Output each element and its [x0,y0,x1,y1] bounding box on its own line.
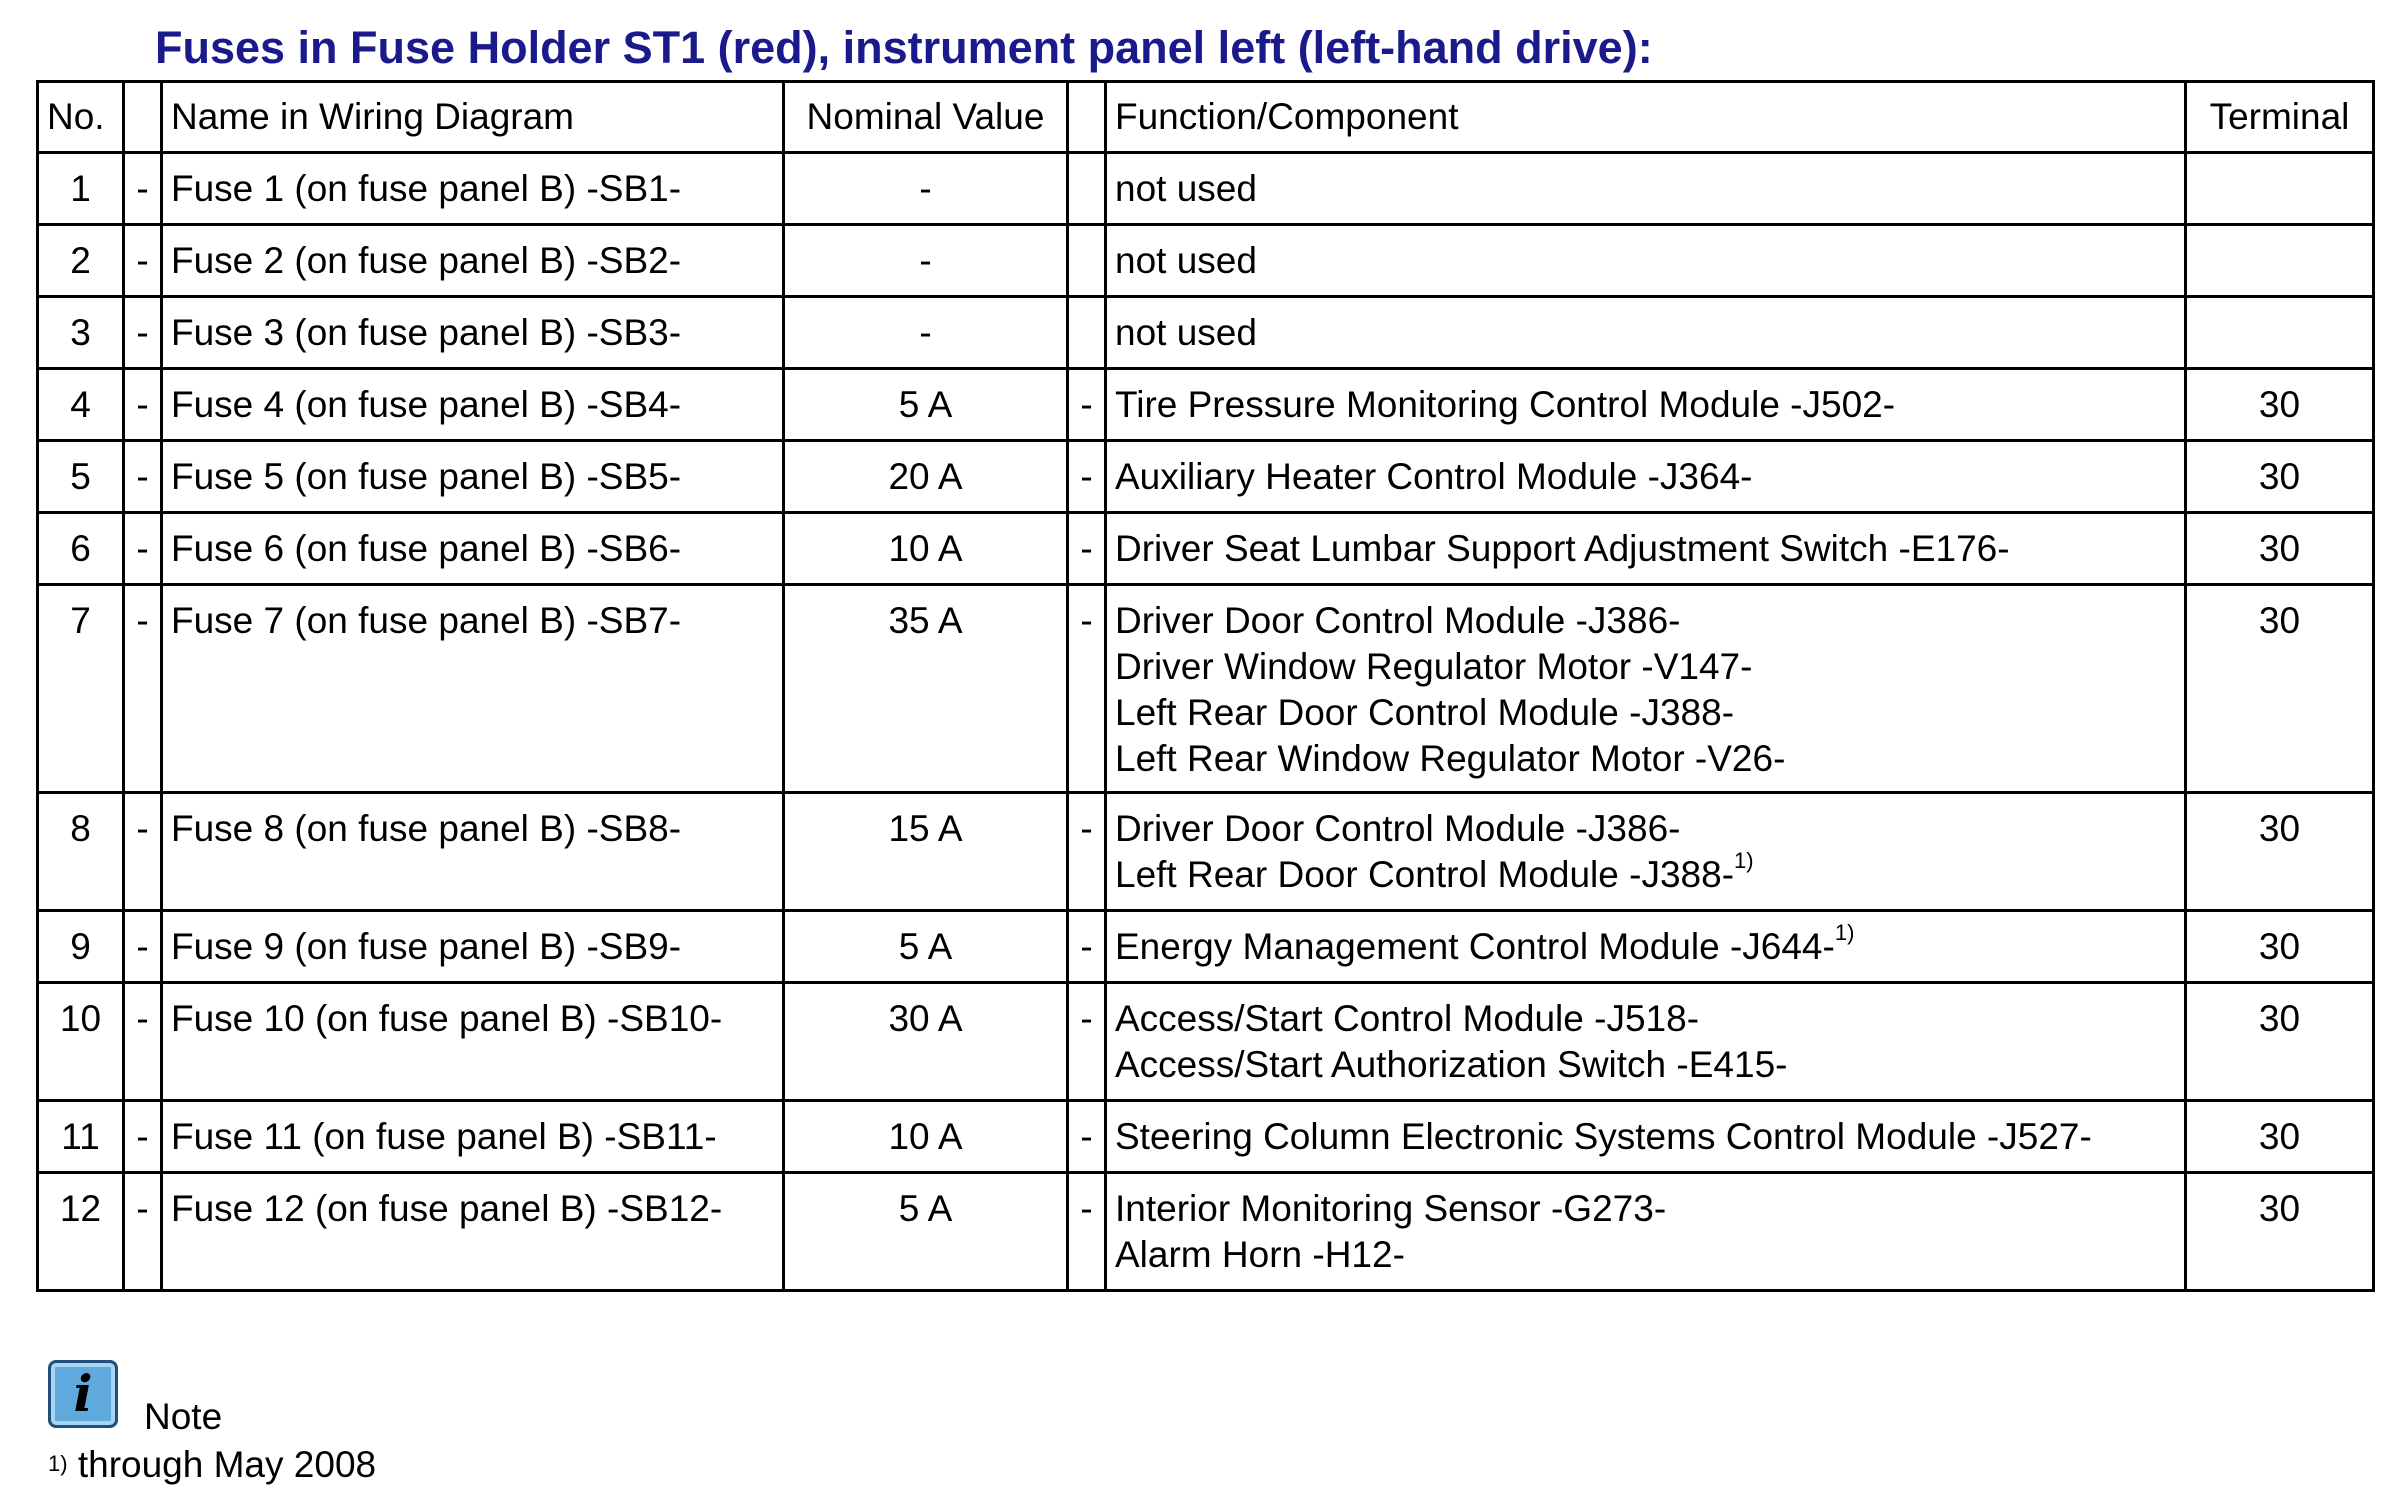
function-line [1115,1186,2176,1232]
cell-terminal [2186,153,2374,225]
cell-no: 11 [38,1101,124,1173]
cell-name: Fuse 4 (on fuse panel B) -SB4- [162,369,784,441]
cell-dash: - [1068,513,1106,585]
table-row [38,225,2374,297]
cell-dash: - [1068,1173,1106,1291]
function-line [1115,166,2176,212]
footnote-ref: 1) [1834,919,1855,945]
function-text: Access/Start Authorization Switch -E415- [1115,1044,1788,1085]
cell-dash: - [1068,793,1106,911]
function-text: Driver Door Control Module -J386- [1115,808,1681,849]
cell-terminal: 30 [2186,369,2374,441]
cell-function [1106,441,2186,513]
page-title: Fuses in Fuse Holder ST1 (red), instrument panel left (left-hand drive): [155,22,1653,73]
cell-no: 12 [38,1173,124,1291]
cell-dash: - [124,911,162,983]
table-row [38,153,2374,225]
cell-function [1106,513,2186,585]
table-row [38,1101,2374,1173]
header-terminal: Terminal [2186,82,2374,153]
cell-function [1106,1173,2186,1291]
function-text: not used [1115,312,1257,353]
header-function: Function/Component [1106,82,2186,153]
cell-nominal: 10 A [784,1101,1068,1173]
function-line [1115,644,2176,690]
function-text: Steering Column Electronic Systems Control Module -J527- [1115,1116,2092,1157]
cell-terminal [2186,297,2374,369]
cell-nominal: - [784,153,1068,225]
footnote-ref: 1) [1734,847,1754,873]
cell-function [1106,153,2186,225]
table-row [38,983,2374,1101]
cell-name: Fuse 3 (on fuse panel B) -SB3- [162,297,784,369]
function-line [1115,690,2176,736]
header-dash [1068,82,1106,153]
cell-no: 9 [38,911,124,983]
cell-no: 8 [38,793,124,911]
cell-nominal: 30 A [784,983,1068,1101]
cell-dash: - [124,793,162,911]
note-label: Note [144,1396,223,1437]
cell-function [1106,297,2186,369]
cell-terminal: 30 [2186,513,2374,585]
function-line [1115,736,2176,782]
cell-nominal: 15 A [784,793,1068,911]
header-no: No. [38,82,124,153]
table-row [38,441,2374,513]
cell-dash: - [1068,1101,1106,1173]
fuse-table [36,80,2375,1292]
cell-terminal: 30 [2186,793,2374,911]
cell-nominal: 5 A [784,1173,1068,1291]
table-row [38,513,2374,585]
function-text: Driver Door Control Module -J386- [1115,600,1681,641]
cell-dash [1068,153,1106,225]
function-line [1115,454,2176,500]
cell-function [1106,585,2186,793]
cell-dash: - [124,297,162,369]
function-text: Tire Pressure Monitoring Control Module -J502- [1115,384,1896,425]
cell-name: Fuse 10 (on fuse panel B) -SB10- [162,983,784,1101]
table-header-row [38,82,2374,153]
function-text: Left Rear Window Regulator Motor -V26- [1115,738,1786,779]
cell-dash: - [1068,441,1106,513]
table-row [38,297,2374,369]
cell-dash: - [124,1173,162,1291]
cell-no: 1 [38,153,124,225]
function-line [1115,919,2176,970]
function-text: Auxiliary Heater Control Module -J364- [1115,456,1753,497]
cell-name: Fuse 2 (on fuse panel B) -SB2- [162,225,784,297]
cell-terminal: 30 [2186,585,2374,793]
table-row [38,1173,2374,1291]
cell-terminal: 30 [2186,1173,2374,1291]
function-text: Driver Window Regulator Motor -V147- [1115,646,1753,687]
function-text: Left Rear Door Control Module -J388- [1115,692,1735,733]
function-line [1115,310,2176,356]
cell-terminal [2186,225,2374,297]
cell-name: Fuse 5 (on fuse panel B) -SB5- [162,441,784,513]
cell-nominal: - [784,297,1068,369]
cell-dash: - [124,369,162,441]
cell-nominal: - [784,225,1068,297]
table-row [38,793,2374,911]
footnote [48,1444,376,1486]
cell-function [1106,1101,2186,1173]
cell-name: Fuse 12 (on fuse panel B) -SB12- [162,1173,784,1291]
header-dash [124,82,162,153]
function-text: Energy Management Control Module -J644- [1115,926,1835,967]
cell-dash: - [124,1101,162,1173]
cell-dash: - [1068,585,1106,793]
cell-function [1106,225,2186,297]
cell-name: Fuse 1 (on fuse panel B) -SB1- [162,153,784,225]
cell-no: 5 [38,441,124,513]
function-line [1115,238,2176,284]
header-name: Name in Wiring Diagram [162,82,784,153]
cell-dash: - [124,153,162,225]
cell-name: Fuse 7 (on fuse panel B) -SB7- [162,585,784,793]
function-line [1115,1042,2176,1088]
header-nominal: Nominal Value [784,82,1068,153]
footnote-text: through May 2008 [77,1444,377,1485]
cell-dash: - [124,585,162,793]
function-text: Driver Seat Lumbar Support Adjustment Switch -E176- [1115,528,2010,569]
cell-dash: - [124,983,162,1101]
function-text: not used [1115,168,1257,209]
cell-dash [1068,297,1106,369]
function-line [1115,996,2176,1042]
cell-name: Fuse 9 (on fuse panel B) -SB9- [162,911,784,983]
footnote-marker: 1) [48,1451,68,1476]
cell-dash: - [124,225,162,297]
function-text: Alarm Horn -H12- [1115,1234,1405,1275]
cell-no: 10 [38,983,124,1101]
cell-terminal: 30 [2186,983,2374,1101]
table-row [38,369,2374,441]
function-text: Access/Start Control Module -J518- [1115,998,1700,1039]
function-line [1115,806,2176,852]
cell-no: 3 [38,297,124,369]
cell-no: 7 [38,585,124,793]
cell-terminal: 30 [2186,911,2374,983]
cell-dash: - [1068,369,1106,441]
function-line [1115,847,2176,898]
function-line [1115,1114,2176,1160]
cell-dash: - [1068,983,1106,1101]
function-line [1115,526,2176,572]
cell-function [1106,983,2186,1101]
cell-nominal: 5 A [784,369,1068,441]
table-body [38,153,2374,1291]
cell-dash: - [124,513,162,585]
function-line [1115,1232,2176,1278]
cell-terminal: 30 [2186,441,2374,513]
cell-dash: - [1068,911,1106,983]
cell-nominal: 10 A [784,513,1068,585]
cell-nominal: 5 A [784,911,1068,983]
cell-dash: - [124,441,162,513]
function-text: Interior Monitoring Sensor -G273- [1115,1188,1667,1229]
function-line [1115,382,2176,428]
cell-name: Fuse 6 (on fuse panel B) -SB6- [162,513,784,585]
cell-nominal: 20 A [784,441,1068,513]
cell-name: Fuse 8 (on fuse panel B) -SB8- [162,793,784,911]
cell-no: 2 [38,225,124,297]
cell-no: 4 [38,369,124,441]
cell-name: Fuse 11 (on fuse panel B) -SB11- [162,1101,784,1173]
function-text: not used [1115,240,1257,281]
table-row [38,585,2374,793]
function-line [1115,598,2176,644]
cell-dash [1068,225,1106,297]
table-row [38,911,2374,983]
info-icon: i [48,1360,118,1428]
cell-function [1106,369,2186,441]
cell-function [1106,793,2186,911]
cell-nominal: 35 A [784,585,1068,793]
cell-terminal: 30 [2186,1101,2374,1173]
cell-function [1106,911,2186,983]
cell-no: 6 [38,513,124,585]
function-text: Left Rear Door Control Module -J388- [1115,854,1735,895]
